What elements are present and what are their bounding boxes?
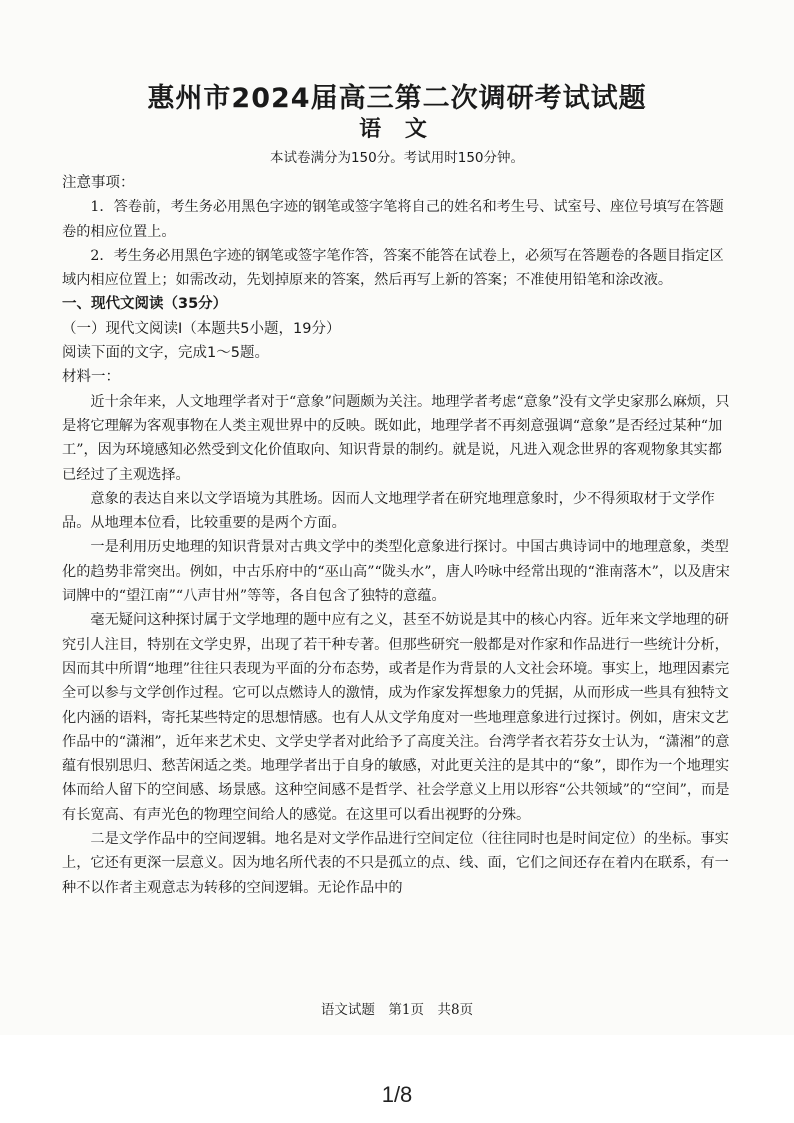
exam-title: 惠州市2024届高三第二次调研考试试题 xyxy=(147,83,647,114)
notes-heading: 注意事项： xyxy=(62,175,135,191)
subject-heading: 语 文 xyxy=(359,116,435,142)
body-paragraph: 毫无疑问这种探讨属于文学地理的题中应有之义，甚至不妨说是其中的核心内容。近年来文学地理的研究引人注目，特别在文学史界，出现了若干种专著。但那些研究一般都是对作家和作品进行一些统计分析，因而其中所谓“地理”往往只表现为平面的分布态势，或者是作为背景的人文社会环境。事实上，地理因素完全可以参与文学创作过程。它可以点燃诗人的激情，成为作家发挥想象力的凭据，从而形成一些具有独特文化内涵的语料，寄托某些特定的思想情感。也有人从文学角度对一些地理意象进行过探讨。例如，唐宋文艺作品中的“潇湘”，近年来艺术史、文学史学者对此给予了高度关注。台湾学者衣若芬女士认为，“潇湘”的意蕴有恨别思归、愁苦闲适之类。地理学者出于自身的敏感，对此更关注的是其中的“象”，即作为一个地理实体而给人留下的空间感、场景感。这种空间感不是哲学、社会学意义上用以形容“公共领域”的“空间”，而是有长宽高、有声光色的物理空间给人的感觉。在这里可以看出视野的分殊。 xyxy=(62,612,730,823)
material-label: 材料一： xyxy=(62,369,120,386)
note-item: 1．答卷前，考生务必用黑色字迹的钢笔或签字笔将自己的姓名和考生号、试室号、座位号填写在答题卷的相应位置上。 xyxy=(62,199,724,240)
body-paragraph: 一是利用历史地理的知识背景对古典文学中的类型化意象进行探讨。中国古典诗词中的地理意象，类型化的趋势非常突出。例如，中古乐府中的“巫山高”“陇头水”，唐人吟咏中经常出现的“淮南落木”，以及唐宋词牌中的“望江南”“八声甘州”等等，各自包含了独特的意蕴。 xyxy=(62,539,730,605)
document-body xyxy=(62,171,730,900)
body-paragraph: 意象的表达自来以文学语境为其胜场。因而人文地理学者在研究地理意象时，少不得须取材于文学作品。从地理本位看，比较重要的是两个方面。 xyxy=(62,490,715,532)
body-paragraph: 近十余年来，人文地理学者对于“意象”问题颇为关注。地理学者考虑“意象”没有文学史家那么麻烦，只是将它理解为客观事物在人类主观世界中的反映。既如此，地理学者不再刻意强调“意象”是否经过某种“加工”，因为环境感知必然受到文化价值取向、知识背景的制约。就是说，凡进入观念世界的客观物象其实都已经过了主观选择。 xyxy=(62,393,730,483)
note-item: 2．考生务必用黑色字迹的钢笔或签字笔作答，答案不能答在试卷上，必须写在答题卷的各题目指定区域内相应位置上；如需改动，先划掉原来的答案，然后再写上新的答案；不准使用铅笔和涂改液。 xyxy=(62,247,724,289)
subsection-heading: （一）现代文阅读Ⅰ（本题共5小题，19分） xyxy=(62,320,341,337)
exam-info: 本试卷满分为150分。考试用时150分钟。 xyxy=(269,150,525,166)
body-paragraph: 二是文学作品中的空间逻辑。地名是对文学作品进行空间定位（往往同时也是时间定位）的坐标。事实上，它还有更深一层意义。因为地名所代表的不只是孤立的点、线、面，它们之间还存在着内在联系，有一种不以作者主观意志为转移的空间逻辑。无论作品中的 xyxy=(62,831,729,896)
page-footer: 语文试题 第1页 共8页 xyxy=(320,1002,474,1018)
section-heading: 一、现代文阅读（35分） xyxy=(62,296,228,313)
reading-instruction: 阅读下面的文字，完成1～5题。 xyxy=(62,345,269,362)
page-indicator: 1/8 xyxy=(381,1082,413,1107)
